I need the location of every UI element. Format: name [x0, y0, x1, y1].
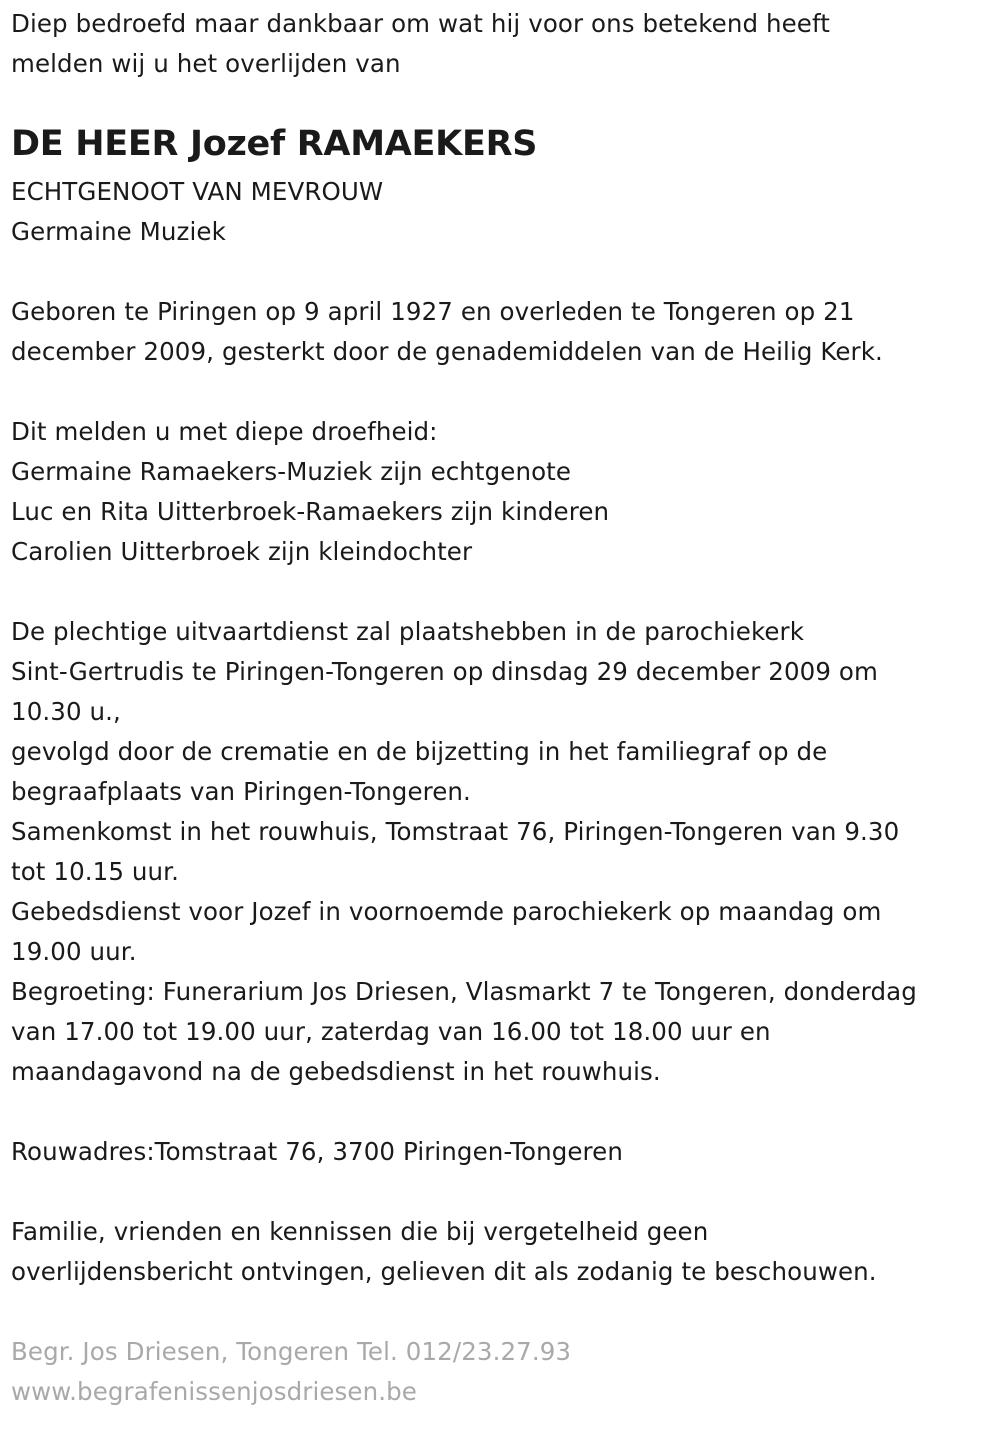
- mourner-line: Carolien Uitterbroek zijn kleindochter: [11, 537, 473, 566]
- ceremony-line: tot 10.15 uur.: [11, 857, 179, 886]
- intro-line: Diep bedroefd maar dankbaar om wat hij voor ons betekend heeft: [11, 9, 830, 38]
- ceremony-line: Samenkomst in het rouwhuis, Tomstraat 76, Piringen-Tongeren van 9.30: [11, 817, 900, 846]
- spouse-name: Germaine Muziek: [11, 217, 226, 246]
- ceremony-line: De plechtige uitvaartdienst zal plaatshebben in de parochiekerk: [11, 617, 805, 646]
- ceremony-line: begraafplaats van Piringen-Tongeren.: [11, 777, 471, 806]
- undertaker-website: www.begrafenissenjosdriesen.be: [11, 1377, 417, 1406]
- closing-line: overlijdensbericht ontvingen, gelieven dit als zodanig te beschouwen.: [11, 1257, 877, 1286]
- ceremony-line: maandagavond na de gebedsdienst in het rouwhuis.: [11, 1057, 661, 1086]
- mourner-line: Luc en Rita Uitterbroek-Ramaekers zijn kinderen: [11, 497, 610, 526]
- ceremony-line: Begroeting: Funerarium Jos Driesen, Vlasmarkt 7 te Tongeren, donderdag: [11, 977, 917, 1006]
- birth-death-line: december 2009, gesterkt door de genademiddelen van de Heilig Kerk.: [11, 337, 883, 366]
- ceremony-line: gevolgd door de crematie en de bijzetting in het familiegraf op de: [11, 737, 828, 766]
- mourning-address: Rouwadres:Tomstraat 76, 3700 Piringen-Tongeren: [11, 1137, 623, 1166]
- ceremony-line: Gebedsdienst voor Jozef in voornoemde parochiekerk op maandag om: [11, 897, 882, 926]
- undertaker-info: Begr. Jos Driesen, Tongeren Tel. 012/23.27.93: [11, 1337, 572, 1366]
- closing-line: Familie, vrienden en kennissen die bij vergetelheid geen: [11, 1217, 709, 1246]
- ceremony-line: Sint-Gertrudis te Piringen-Tongeren op dinsdag 29 december 2009 om: [11, 657, 878, 686]
- mourner-line: Germaine Ramaekers-Muziek zijn echtgenote: [11, 457, 572, 486]
- deceased-name: DE HEER Jozef RAMAEKERS: [11, 124, 538, 164]
- birth-death-line: Geboren te Piringen op 9 april 1927 en overleden te Tongeren op 21: [11, 297, 855, 326]
- mourners-heading: Dit melden u met diepe droefheid:: [11, 417, 438, 446]
- ceremony-line: 19.00 uur.: [11, 937, 137, 966]
- ceremony-line: van 17.00 tot 19.00 uur, zaterdag van 16.00 tot 18.00 uur en: [11, 1017, 771, 1046]
- ceremony-line: 10.30 u.,: [11, 697, 121, 726]
- intro-line: melden wij u het overlijden van: [11, 49, 401, 78]
- relation-label: ECHTGENOOT VAN MEVROUW: [11, 177, 384, 206]
